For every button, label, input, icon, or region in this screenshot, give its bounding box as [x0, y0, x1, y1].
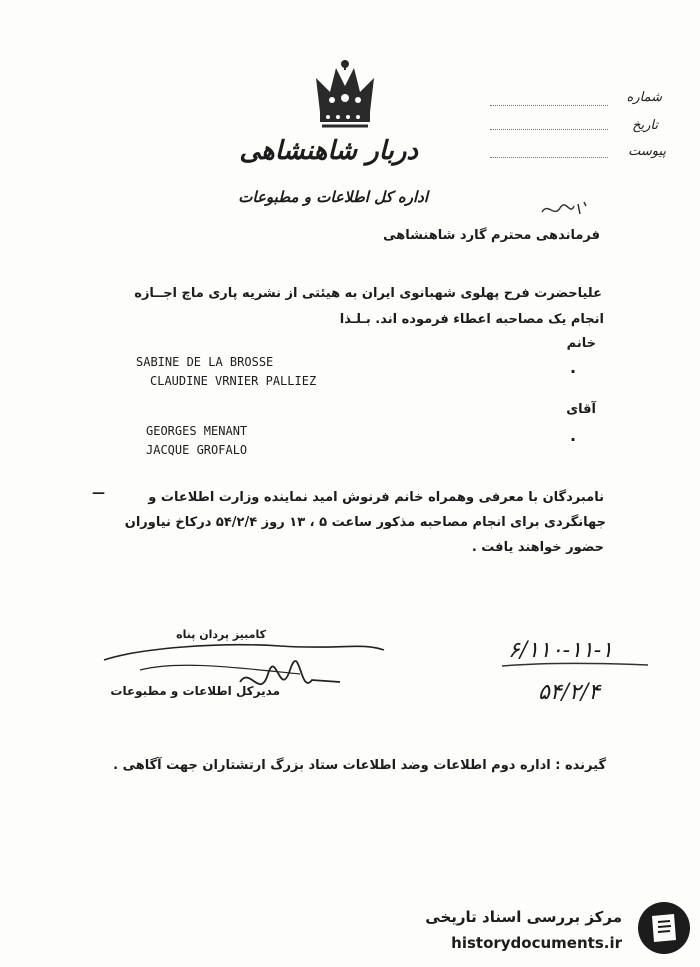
handwritten-mark [540, 198, 590, 222]
date-label: تاریخ [632, 118, 658, 133]
date-field-line [490, 128, 608, 130]
lady-name-2: CLAUDINE VRNIER PALLIEZ [150, 374, 317, 388]
court-title: دربار شاهنشاهی [239, 136, 418, 166]
paragraph2-line-1: نامبردگان با معرفی وهمراه خانم فرنوش امید نماینده وزارت اطلاعات و [148, 490, 604, 505]
gentleman-name-2: JACQUE GROFALO [146, 443, 248, 457]
department-title: اداره کل اطلاعات و مطبوعات [238, 188, 428, 206]
crown-emblem-icon [312, 60, 378, 130]
signature-name: کامبیز پردان پناه [176, 628, 266, 641]
lady-name-1: SABINE DE LA BROSSE [136, 355, 274, 369]
historydocuments-logo-icon [636, 900, 692, 956]
ladies-label: خانم [566, 336, 596, 351]
watermark-url: historydocuments.ir [451, 934, 622, 952]
number-field-line [490, 104, 608, 106]
body-line-1: علیاحضرت فرح پهلوی شهبانوی ایران به هیئتی از نشریه پاری ماچ اجــازه [134, 286, 602, 301]
paragraph2-line-3: حضور خواهند یافت . [471, 540, 604, 555]
paragraph2-line-2: جهانگردی برای انجام مصاحبه مذکور ساعت ۵ ، ۱۳ روز ۵۴/۲/۴ درکاخ نیاوران [124, 515, 606, 530]
recipient-line: گیرنده : اداره دوم اطلاعات وضد اطلاعات ستاد بزرگ ارتشتاران جهت آگاهی . [113, 758, 606, 773]
handwritten-ref-date: ۵۴/۲/۴ [538, 680, 601, 705]
attachment-label: پیوست [628, 144, 666, 159]
attachment-field-line [490, 156, 608, 158]
gentlemen-label: آقای [566, 402, 596, 417]
gentleman-name-1: GEORGES MENANT [146, 424, 248, 438]
number-label: شماره [626, 90, 662, 105]
body-line-2: انجام یک مصاحبه اعطاء فرموده اند. بـلـذا [339, 312, 604, 327]
addressee: فرماندهی محترم گارد شاهنشاهی [383, 228, 600, 243]
bullet: · [570, 362, 577, 381]
dash-mark: — [92, 486, 105, 501]
bullet: · [570, 430, 577, 449]
signature-scribble [100, 630, 390, 710]
handwritten-ref-number: ۶/۱۱۰-۱۱-۱ [508, 638, 613, 663]
watermark-text: مرکز بررسی اسناد تاریخی [425, 908, 622, 926]
underline-stroke [500, 660, 650, 670]
signature-title: مدیرکل اطلاعات و مطبوعات [110, 684, 280, 698]
